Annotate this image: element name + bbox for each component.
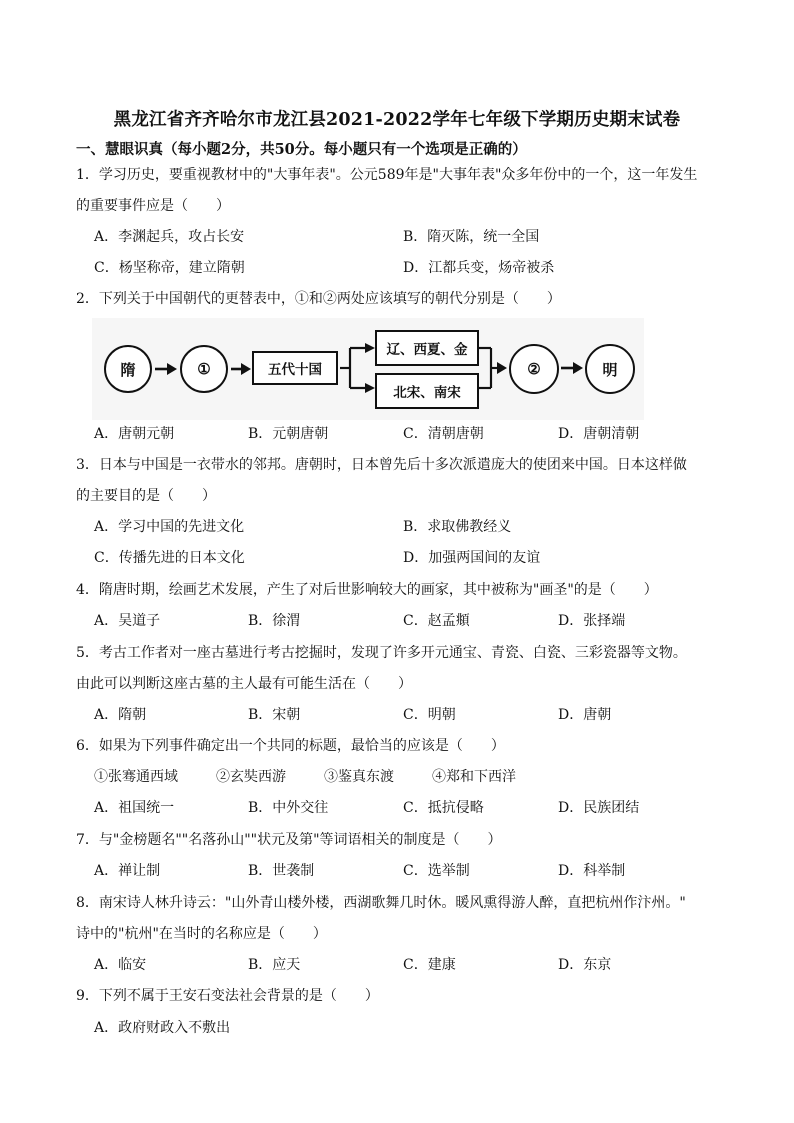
q1-option-a: A．李渊起兵，攻占长安 — [94, 229, 245, 245]
q8-stem-line2: 诗中的"杭州"在当时的名称应是（ ） — [76, 926, 327, 942]
exam-title: 黑龙江省齐齐哈尔市龙江县2021-2022学年七年级下学期历史期末试卷 — [113, 110, 681, 130]
q5-option-d: D．唐朝 — [558, 707, 612, 723]
q6-option-d: D．民族团结 — [558, 800, 640, 816]
q2-option-b: B．元朝唐朝 — [248, 426, 329, 442]
node-liao-xixia-jin: 辽、西夏、金 — [375, 330, 479, 366]
q5-option-b: B．宋朝 — [248, 707, 301, 723]
q6-option-b: B．中外交往 — [248, 800, 329, 816]
node-blank-2: ② — [509, 344, 559, 394]
q6-event-4: ④郑和下西洋 — [432, 769, 516, 785]
q8-option-a: A．临安 — [94, 957, 147, 973]
node-ming: 明 — [585, 344, 635, 394]
q2-option-c: C．清朝唐朝 — [403, 426, 484, 442]
q4-option-c: C．赵孟頫 — [403, 613, 470, 629]
q4-option-d: D．张择端 — [558, 613, 626, 629]
q8-option-d: D．东京 — [558, 957, 612, 973]
q5-stem-line1: 5．考古工作者对一座古墓进行考古挖掘时，发现了许多开元通宝、青瓷、白瓷、三彩瓷器等文物。 — [76, 645, 687, 661]
q2-stem-line1: 2．下列关于中国朝代的更替表中，①和②两处应该填写的朝代分别是（ ） — [76, 291, 561, 307]
node-beisong-nansong: 北宋、南宋 — [375, 373, 479, 409]
q1-option-b: B．隋灭陈，统一全国 — [403, 229, 540, 245]
arrow-right-icon — [560, 359, 584, 377]
node-wudai-shiguo: 五代十国 — [252, 351, 338, 385]
q1-option-c: C．杨坚称帝，建立隋朝 — [94, 260, 245, 276]
q3-stem-line2: 的主要目的是（ ） — [76, 488, 216, 504]
arrow-right-icon — [230, 360, 252, 378]
q8-option-c: C．建康 — [403, 957, 456, 973]
q1-option-d: D．江都兵变，炀帝被杀 — [403, 260, 555, 276]
q4-option-b: B．徐渭 — [248, 613, 301, 629]
q7-option-b: B．世袭制 — [248, 863, 315, 879]
q9-stem-line1: 9．下列不属于王安石变法社会背景的是（ ） — [76, 988, 379, 1004]
q1-stem-line1: 1．学习历史，要重视教材中的"大事年表"。公元589年是"大事年表"众多年份中的一个，这一年发生 — [76, 167, 698, 183]
branch-arrows-icon — [340, 330, 376, 406]
q3-option-c: C．传播先进的日本文化 — [94, 550, 245, 566]
q3-stem-line1: 3．日本与中国是一衣带水的邻邦。唐朝时，日本曾先后十多次派遣庞大的使团来中国。日本这样做 — [76, 457, 687, 473]
q6-event-3: ③鉴真东渡 — [324, 769, 394, 785]
node-sui: 隋 — [104, 345, 152, 393]
q5-option-a: A．隋朝 — [94, 707, 147, 723]
q5-option-c: C．明朝 — [403, 707, 456, 723]
q4-stem-line1: 4．隋唐时期，绘画艺术发展，产生了对后世影响较大的画家，其中被称为"画圣"的是（ ） — [76, 582, 658, 598]
q3-option-a: A．学习中国的先进文化 — [94, 519, 245, 535]
q3-option-b: B．求取佛教经义 — [403, 519, 512, 535]
section-heading: 一、慧眼识真（每小题2分，共50分。每小题只有一个选项是正确的） — [76, 141, 527, 158]
q6-option-a: A．祖国统一 — [94, 800, 175, 816]
q9-option-a: A．政府财政入不敷出 — [94, 1020, 231, 1036]
q2-option-a: A．唐朝元朝 — [94, 426, 175, 442]
q7-option-d: D．科举制 — [558, 863, 626, 879]
q3-option-d: D．加强两国间的友谊 — [403, 550, 541, 566]
q4-option-a: A．吴道子 — [94, 613, 161, 629]
q6-event-2: ②玄奘西游 — [216, 769, 286, 785]
q7-option-a: A．禅让制 — [94, 863, 161, 879]
dynasty-succession-diagram — [92, 318, 644, 420]
q2-option-d: D．唐朝清朝 — [558, 426, 640, 442]
q6-stem-line1: 6．如果为下列事件确定出一个共同的标题，最恰当的应该是（ ） — [76, 738, 505, 754]
q6-option-c: C．抵抗侵略 — [403, 800, 484, 816]
node-blank-1: ① — [180, 345, 228, 393]
arrow-right-icon — [154, 360, 178, 378]
q7-stem-line1: 7．与"金榜题名""名落孙山""状元及第"等词语相关的制度是（ ） — [76, 832, 502, 848]
q1-stem-line2: 的重要事件应是（ ） — [76, 198, 230, 214]
q8-option-b: B．应天 — [248, 957, 301, 973]
q7-option-c: C．选举制 — [403, 863, 470, 879]
merge-arrow-icon — [479, 330, 509, 406]
q6-event-1: ①张骞通西域 — [94, 769, 178, 785]
q8-stem-line1: 8．南宋诗人林升诗云："山外青山楼外楼，西湖歌舞几时休。暖风熏得游人醉，直把杭州作汴州。" — [76, 895, 686, 911]
q5-stem-line2: 由此可以判断这座古墓的主人最有可能生活在（ ） — [76, 676, 412, 692]
